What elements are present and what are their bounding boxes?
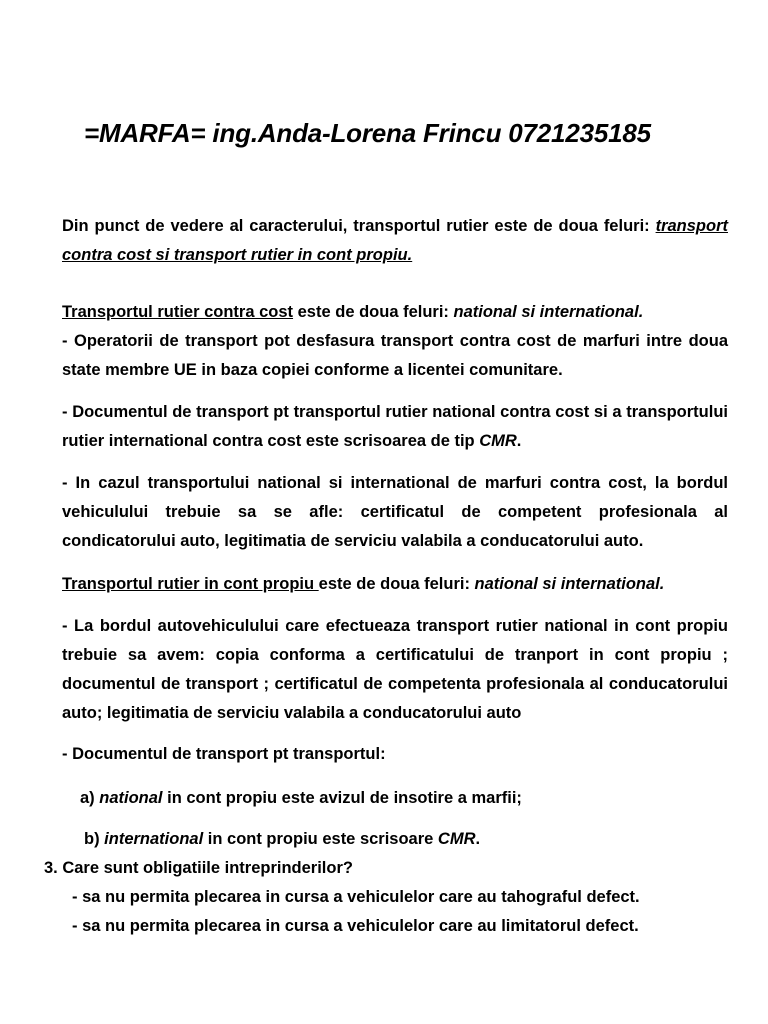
item-b-end: . [475,830,481,848]
contra-cost-heading-rest: este de doua feluri: [293,303,454,321]
item-b [84,825,480,854]
contra-cost-paragraph-1: - Operatorii de transport pot desfasura transport contra cost de marfuri intre doua state membre UE in baza copiei conforme a licentei comunitare. [62,332,728,379]
contra-cost-paragraph-3: - In cazul transportului national si international de marfuri contra cost, la bordul vehiculului trebuie sa se afle: certificatul de competent profesionala al condicatorului auto, legitimatia de serviciu valabila a conducatorului auto. [62,474,728,550]
item-b-text: in cont propiu este scrisoare [203,830,438,848]
intro-paragraph [62,212,728,270]
contra-cost-p2-cmr: CMR [479,432,517,450]
item-a [80,784,522,813]
item-b-prefix: b) [84,830,105,848]
item-a-prefix: a) [80,789,100,807]
contra-cost-kinds: national si international. [453,303,644,321]
question-answer-1: - sa nu permita plecarea in cursa a vehiculelor care au tahograful defect. [72,888,640,906]
contra-cost-heading-line [62,298,643,327]
contra-cost-paragraph-2 [62,398,728,456]
item-a-kind: national [99,789,163,807]
contra-cost-p2-text: - Documentul de transport pt transportul rutier national contra cost si a transportului rutier international contra cost este scrisoarea de tip [62,403,728,450]
item-b-cmr: CMR [437,830,476,848]
intro-types: transport contra cost si transport rutier in cont propiu. [62,217,728,264]
document-title: =MARFA= ing.Anda-Lorena Frincu 0721235185 [84,118,651,148]
item-b-kind: international [104,830,204,848]
cont-propiu-kinds: national si international. [474,575,665,593]
cont-propiu-heading: Transportul rutier in cont propiu [62,575,319,593]
contra-cost-heading: Transportul rutier contra cost [62,303,294,321]
question-answer-2: - sa nu permita plecarea in cursa a vehiculelor care au limitatorul defect. [72,917,639,935]
cont-propiu-heading-line [62,570,664,599]
cont-propiu-heading-rest: este de doua feluri: [318,575,475,593]
cont-propiu-paragraph-2: - Documentul de transport pt transportul: [62,745,386,763]
question-label: 3. Care sunt obligatiile intreprinderilor? [44,859,353,877]
cont-propiu-paragraph-1: - La bordul autovehiculului care efectueaza transport rutier national in cont propiu trebuie sa avem: copia conforma a certificatului de tranport in cont propiu ; documentul de transport ; certificatul de competenta profesionala al conducatorului auto; legitimatia de serviciu valabila a conducatorului auto [62,617,728,722]
intro-text: Din punct de vedere al caracterului, transportul rutier este de doua feluri: [62,217,650,235]
item-a-text: in cont propiu este avizul de insotire a marfii; [162,789,522,807]
contra-cost-p2-end: . [516,432,522,450]
